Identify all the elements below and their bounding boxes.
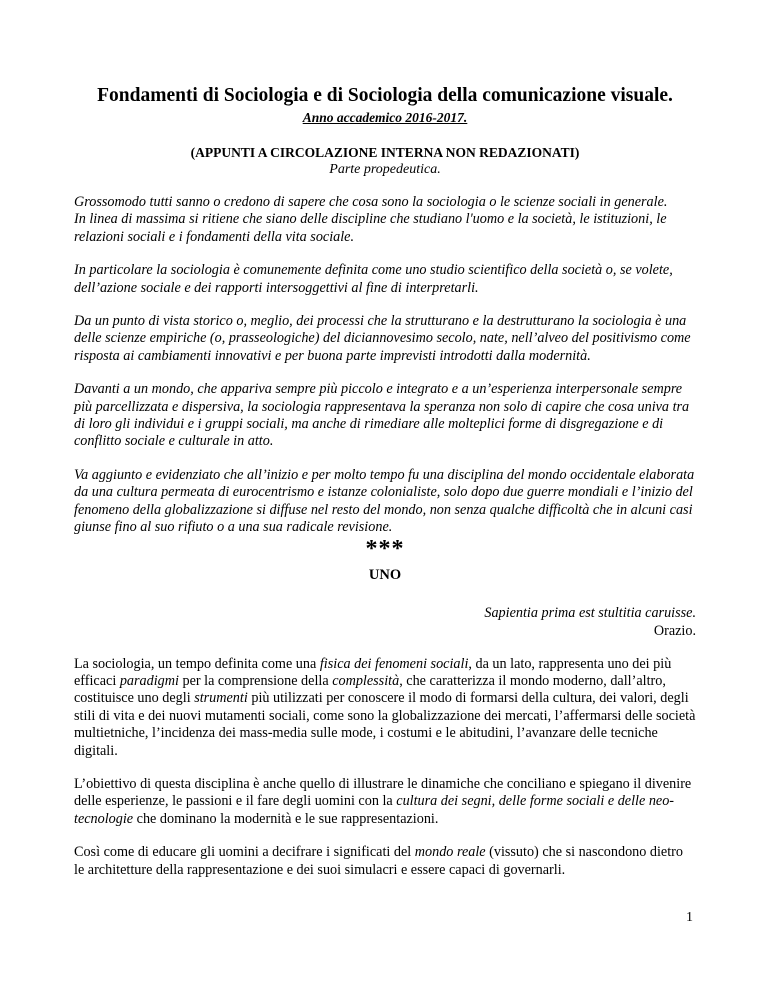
section-separator: *** bbox=[365, 535, 405, 562]
body-paragraph-2 bbox=[74, 776, 696, 828]
section-title: UNO bbox=[368, 566, 402, 583]
body-paragraph-3 bbox=[74, 844, 696, 879]
text-span: (vissuto) che si nascondono dietro le architetture della rappresentazione e dei suoi simulacri e essere capaci di governarli. bbox=[74, 844, 683, 878]
page-number: 1 bbox=[686, 910, 693, 925]
emphasis-span: cultura dei segni, delle forme sociali e delle neo-tecnologie bbox=[74, 793, 675, 827]
epigraph-author: Orazio. bbox=[653, 622, 696, 639]
emphasis-span: paradigmi bbox=[119, 672, 179, 689]
text-span: , da un lato, rappresenta uno dei più efficaci bbox=[74, 655, 672, 689]
text-span: L’obiettivo di questa disciplina è anche quello di illustrare le dinamiche che conciliano e spiegano il divenire delle esperienze, le passioni e il fare degli uomini con la bbox=[74, 775, 692, 810]
intro-paragraph-1b: In linea di massima si ritiene che siano delle discipline che studiano l'uomo e la società, le istituzioni, le relazioni sociali e i fondamenti della vita sociale. bbox=[74, 211, 667, 245]
emphasis-span: strumenti bbox=[194, 690, 248, 707]
emphasis-span: fisica dei fenomeni sociali bbox=[319, 655, 469, 672]
emphasis-span: mondo reale bbox=[414, 844, 486, 861]
document-title: Fondamenti di Sociologia e di Sociologia della comunicazione visuale. bbox=[97, 85, 673, 106]
intro-paragraph-1a: Grossomodo tutti sanno o credono di sapere che cosa sono la sociologia o le scienze sociali in generale. bbox=[74, 194, 668, 210]
intro-paragraph-5: Va aggiunto e evidenziato che all’inizio e per molto tempo fu una disciplina del mondo occidentale elaborata da una cultura permeata di eurocentrismo e istanze colonialiste, solo dopo due guerre mondiali e l’inizio del fenomeno della globalizzazione si diffuse nel resto del mondo, non senza qualche difficoltà che in alcuni casi giunse fino al suo rifiuto o a una sua radicale revisione. bbox=[74, 466, 695, 536]
text-span: per la comprensione della bbox=[178, 672, 333, 689]
emphasis-span: complessità bbox=[332, 672, 400, 689]
epigraph-quote: Sapientia prima est stultitia caruisse. bbox=[484, 604, 696, 621]
notes-label: (APPUNTI A CIRCOLAZIONE INTERNA NON REDAZIONATI) bbox=[190, 145, 580, 160]
intro-paragraph-2: In particolare la sociologia è comunemente definita come uno studio scientifico della società o, se volete, dell’azione sociale e dei rapporti intersoggettivi al fine di interpretarli. bbox=[74, 262, 673, 296]
intro-paragraph-4: Davanti a un mondo, che appariva sempre più piccolo e integrato e a un’esperienza interpersonale sempre più parcellizzata e dispersiva, la sociologia rappresentava la speranza non solo di capire che cosa univa tra di loro gli individui e i gruppi sociali, ma anche di rimediare alle molteplici forme di disgregazione e di conflitto sociale e culturale in atto. bbox=[74, 381, 690, 450]
text-span: più utilizzati per conoscere il modo di formarsi della cultura, dei valori, degli stili di vita e dei nuovi mutamenti sociali, come sono la globalizzazione dei mercati, l’affermarsi delle società multietniche, l’incidenza dei mass-media sulle mode, i costumi e le abitudini, l’avanzare delle tecniche digitali. bbox=[74, 690, 696, 759]
text-span: che dominano la modernità e le sue rappresentazioni. bbox=[133, 810, 439, 827]
text-span: Così come di educare gli uomini a decifrare i significati del bbox=[74, 844, 415, 861]
body-paragraph-1 bbox=[74, 656, 696, 760]
part-label: Parte propedeutica. bbox=[329, 162, 441, 177]
text-span: La sociologia, un tempo definita come una bbox=[74, 655, 320, 672]
document-page bbox=[74, 84, 696, 879]
text-span: , che caratterizza il mondo moderno, dall’altro, costituisce uno degli bbox=[74, 672, 666, 707]
academic-year: Anno accademico 2016-2017. bbox=[302, 110, 468, 125]
intro-paragraph-3: Da un punto di vista storico o, meglio, dei processi che la strutturano e la destrutturano la sociologia è una delle scienze empiriche (o, prasseologiche) del diciannovesimo secolo, nate, nell’alveo del positivismo come risposta ai cambiamenti innovativi e per buona parte imprevisti introdotti dalla modernità. bbox=[74, 313, 691, 364]
